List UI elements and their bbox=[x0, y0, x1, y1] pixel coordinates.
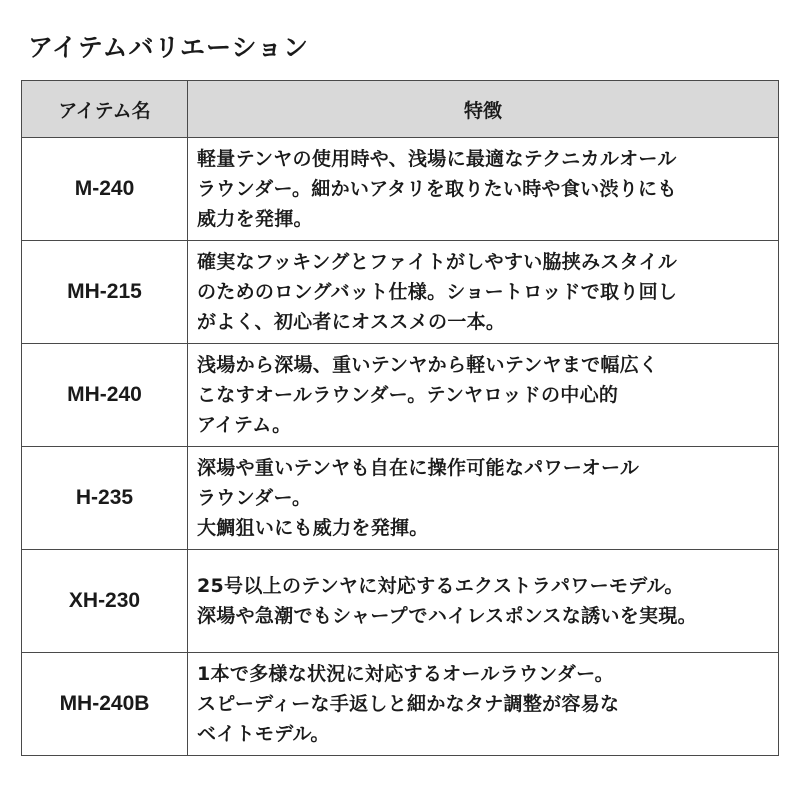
feature-line: 25号以上のテンヤに対応するエクストラパワーモデル。 bbox=[197, 575, 684, 597]
table-row bbox=[22, 241, 779, 344]
item-variation-table bbox=[21, 80, 779, 756]
table-row bbox=[22, 138, 779, 241]
feature-line: アイテム。 bbox=[197, 414, 292, 436]
item-name-cell: MH-240 bbox=[22, 344, 188, 447]
column-header-features: 特徴 bbox=[188, 81, 779, 138]
feature-line: こなすオールラウンダー。テンヤロッドの中心的 bbox=[197, 384, 619, 406]
feature-line: 軽量テンヤの使用時や、浅場に最適なテクニカルオール bbox=[197, 148, 677, 170]
feature-line: ベイトモデル。 bbox=[197, 723, 330, 745]
feature-line: 確実なフッキングとファイトがしやすい脇挟みスタイル bbox=[197, 251, 678, 273]
column-header-item-name: アイテム名 bbox=[22, 81, 188, 138]
feature-cell bbox=[188, 653, 779, 756]
feature-line: のためのロングバット仕様。ショートロッドで取り回し bbox=[197, 281, 678, 303]
page-title: アイテムバリエーション bbox=[28, 33, 310, 62]
item-name-cell: M-240 bbox=[22, 138, 188, 241]
feature-line: がよく、初心者にオススメの一本。 bbox=[197, 311, 506, 333]
feature-line: スピーディーな手返しと細かなタナ調整が容易な bbox=[197, 693, 620, 715]
feature-cell bbox=[188, 241, 779, 344]
feature-cell bbox=[188, 447, 779, 550]
feature-cell bbox=[188, 550, 779, 653]
feature-cell bbox=[188, 344, 779, 447]
item-name-cell: H-235 bbox=[22, 447, 188, 550]
item-name-cell: XH-230 bbox=[22, 550, 188, 653]
table-row bbox=[22, 550, 779, 653]
table-row bbox=[22, 447, 779, 550]
item-name-cell: MH-240B bbox=[22, 653, 188, 756]
feature-line: 1本で多様な状況に対応するオールラウンダー。 bbox=[197, 663, 614, 685]
item-name-cell: MH-215 bbox=[22, 241, 188, 344]
table-row bbox=[22, 344, 779, 447]
feature-line: 威力を発揮。 bbox=[197, 208, 313, 230]
feature-cell bbox=[188, 138, 779, 241]
table-header-row bbox=[22, 81, 779, 138]
feature-line: 深場や重いテンヤも自在に操作可能なパワーオール bbox=[197, 457, 640, 479]
feature-line: 深場や急潮でもシャープでハイレスポンスな誘いを実現。 bbox=[197, 605, 697, 627]
feature-line: 大鯛狙いにも威力を発揮。 bbox=[197, 517, 429, 539]
feature-line: ラウンダー。細かいアタリを取りたい時や食い渋りにも bbox=[197, 178, 677, 200]
feature-line: 浅場から深場、重いテンヤから軽いテンヤまで幅広く bbox=[197, 354, 659, 376]
table-row bbox=[22, 653, 779, 756]
feature-line: ラウンダー。 bbox=[197, 487, 312, 509]
